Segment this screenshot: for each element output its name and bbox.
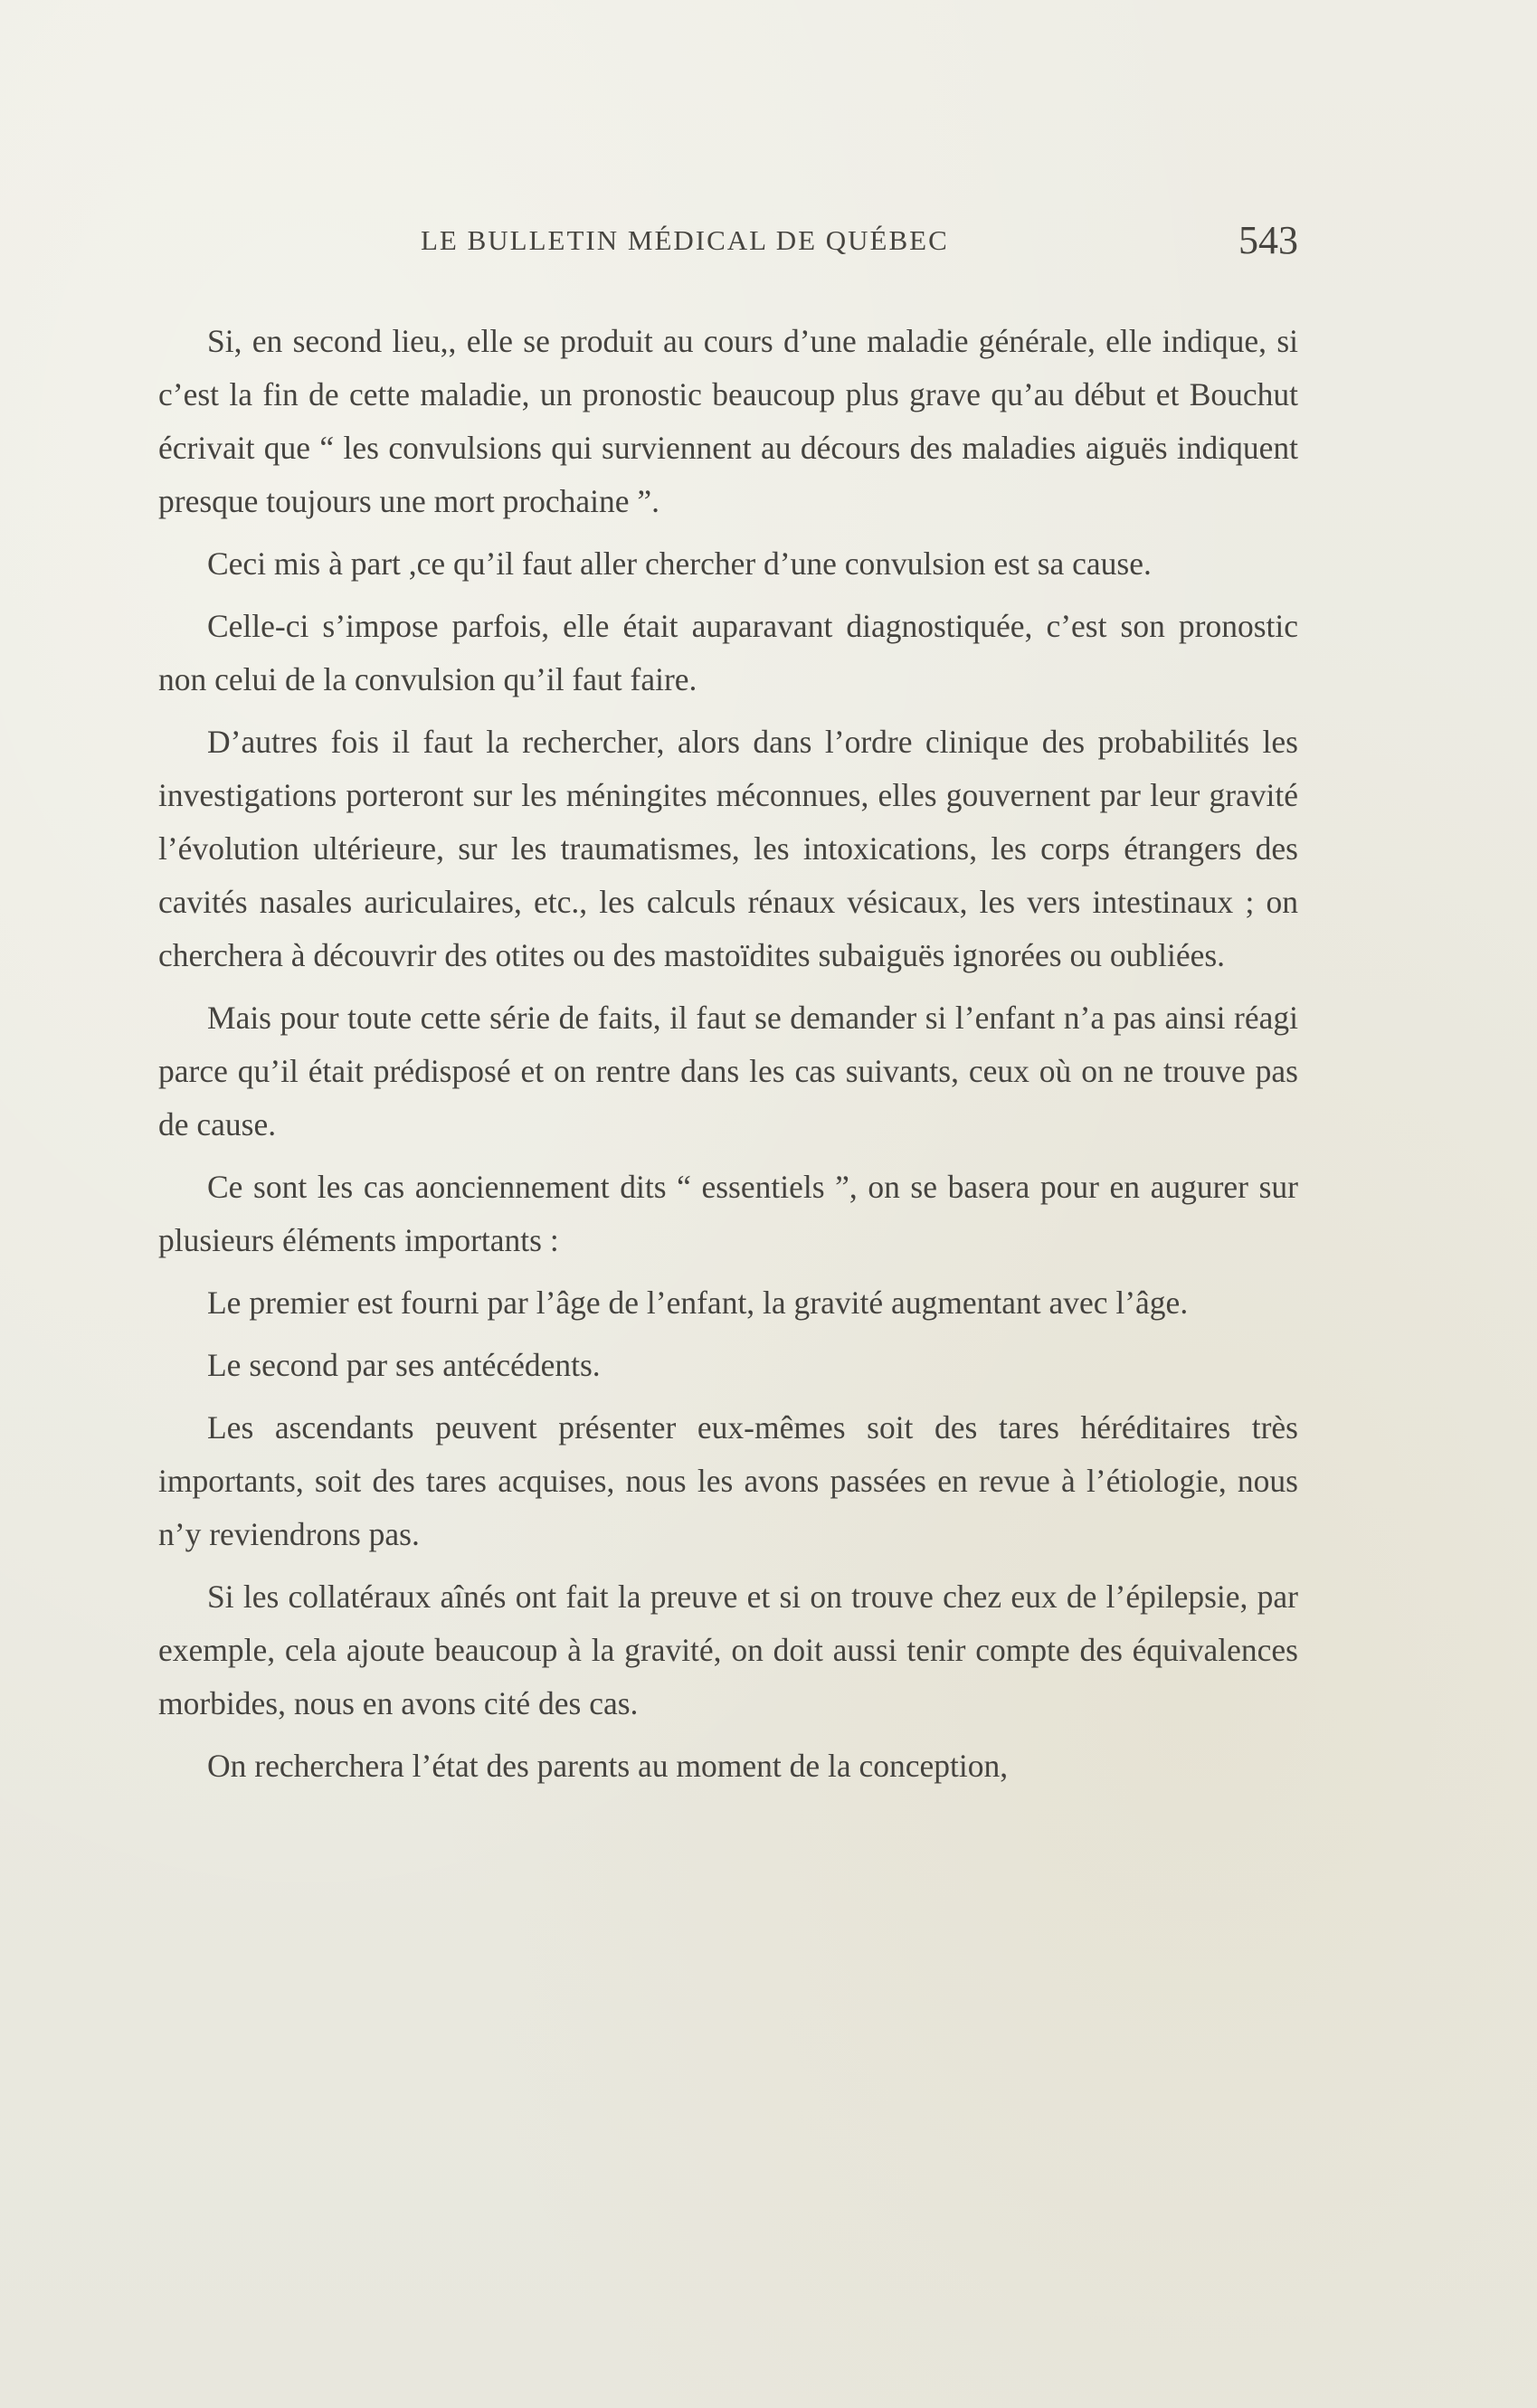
body-text (158, 315, 1298, 1802)
running-title: LE BULLETIN MÉDICAL DE QUÉBEC (421, 224, 949, 256)
page-number: 543 (1238, 218, 1298, 262)
paragraph: Les ascendants peuvent présenter eux-mêmes soit des tares héréditaires très importants, soit des tares acquises, nous les avons passées en revue à l’étiologie, nous n’y reviendrons pas. (158, 1409, 1298, 1552)
paragraph: Si les collatéraux aînés ont fait la preuve et si on trouve chez eux de l’épilepsie, par exemple, cela ajoute beaucoup à la gravité, on doit aussi tenir compte des équivalences morbides, nous en avons cité des cas. (158, 1578, 1298, 1721)
paragraph: Ceci mis à part ,ce qu’il faut aller chercher d’une convulsion est sa cause. (207, 545, 1152, 582)
paragraph: Le premier est fourni par l’âge de l’enfant, la gravité augmentant avec l’âge. (207, 1285, 1189, 1321)
paragraph: D’autres fois il faut la rechercher, alors dans l’ordre clinique des probabilités les investigations porteront sur les méningites méconnues, elles gouvernent par leur gravité l’évolution ultérieure, sur les traumatismes, les intoxications, les corps étrangers des cavités nasales auriculaires, etc., les calculs rénaux vésicaux, les vers intestinaux ; on cherchera à découvrir des otites ou des mastoïdites subaiguës ignorées ou oubliées. (158, 724, 1298, 973)
paragraph: Celle-ci s’impose parfois, elle était auparavant diagnostiquée, c’est son pronostic non celui de la convulsion qu’il faut faire. (158, 608, 1298, 697)
paragraph: Le second par ses antécédents. (207, 1347, 601, 1383)
page-header (158, 218, 1298, 270)
paragraph: On recherchera l’état des parents au moment de la conception, (207, 1748, 1009, 1784)
paragraph: Ce sont les cas aonciennement dits “ essentiels ”, on se basera pour en augurer sur plusieurs éléments importants : (158, 1169, 1298, 1258)
paragraph: Mais pour toute cette série de faits, il faut se demander si l’enfant n’a pas ainsi réagi parce qu’il était prédisposé et on rentre dans les cas suivants, ceux où on ne trouve pas de cause. (158, 1000, 1298, 1142)
paragraph: Si, en second lieu,, elle se produit au cours d’une maladie générale, elle indique, si c’est la fin de cette maladie, un pronostic beaucoup plus grave qu’au début et Bouchut écrivait que “ les convulsions qui surviennent au décours des maladies aiguës indiquent presque toujours une mort prochaine ”. (158, 323, 1298, 519)
